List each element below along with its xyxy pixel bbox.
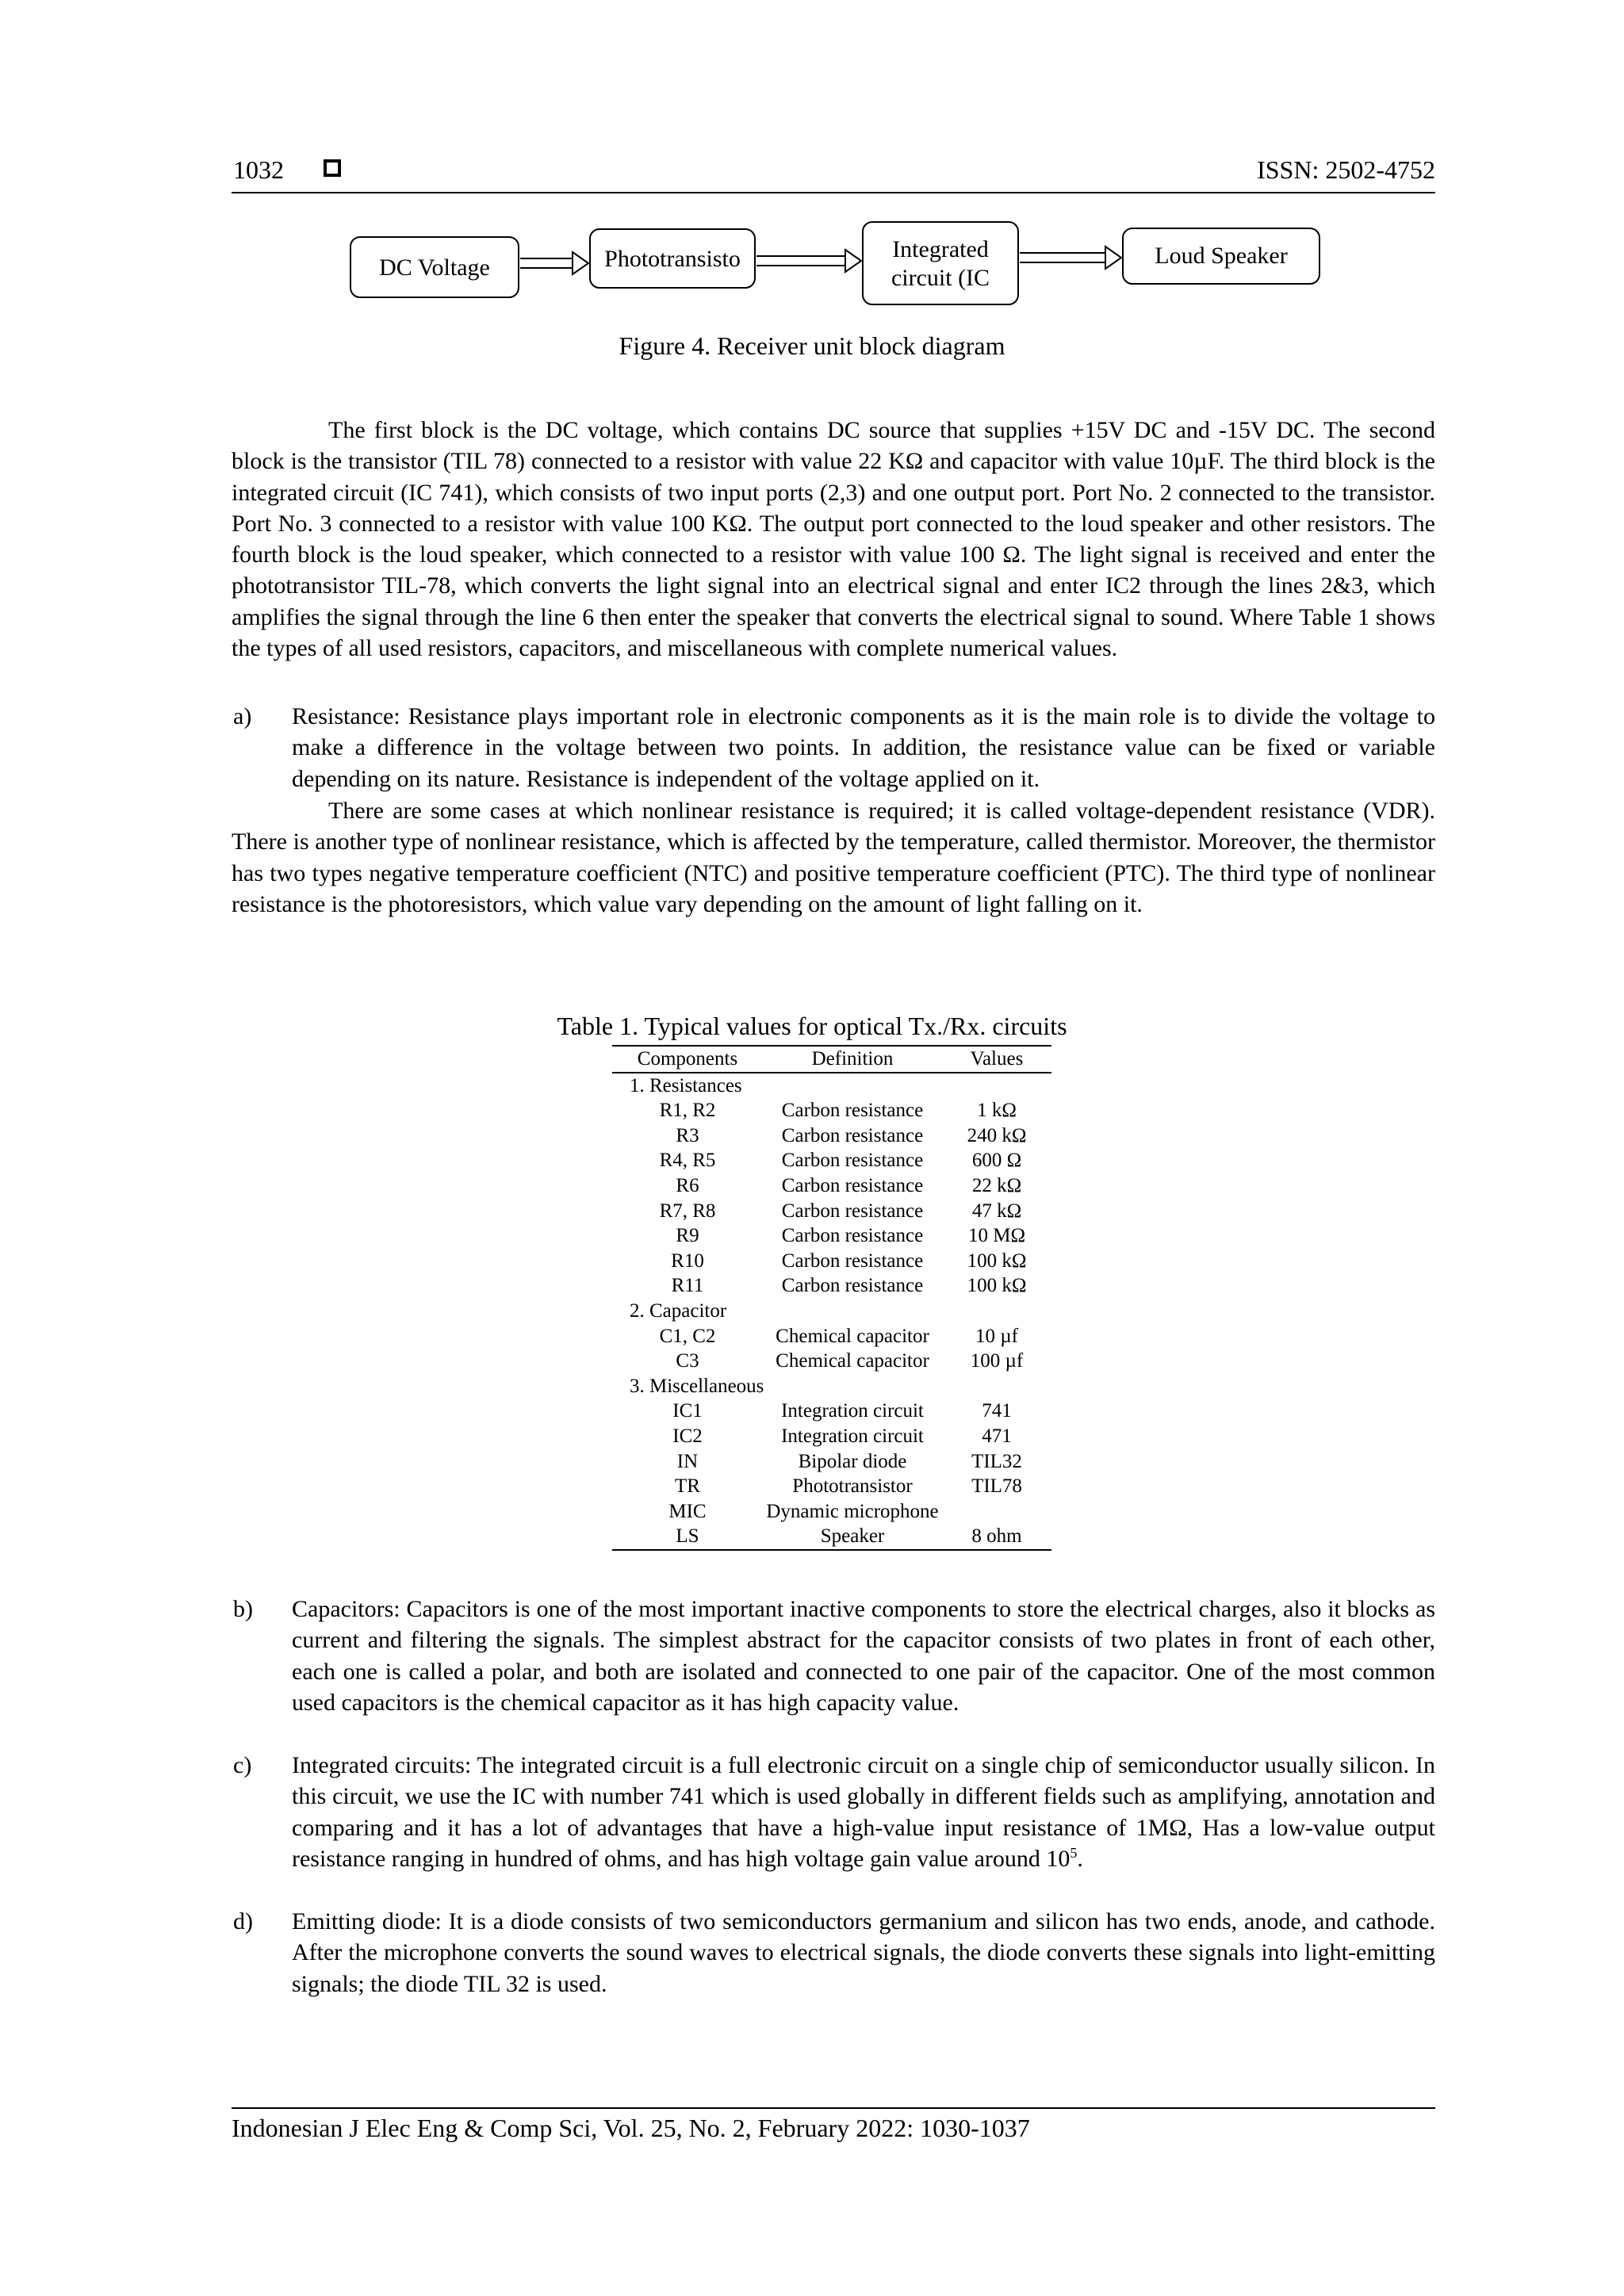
table-row — [612, 1173, 1051, 1199]
table-row — [612, 1148, 1051, 1173]
table-header-row — [612, 1046, 1051, 1073]
list-text-end: . — [1077, 1845, 1083, 1872]
cell: R4, R5 — [659, 1150, 716, 1172]
cell: Carbon resistance — [781, 1275, 924, 1297]
table-row — [612, 1249, 1051, 1274]
block-label-loud-speaker: Loud Speaker — [1155, 243, 1288, 269]
page-number: 1032 — [233, 155, 284, 184]
list-text: Capacitors: Capacitors is one of the most important inactive components to store the electrical charges, also it blocks as current and filtering the signals. The simplest abstract for the capacitor consists of two plates in front of each other, each one is called a polar, and both are isolated and connected to one pair of the capacitor. One of the most common used capacitors is the chemical capacitor as it has high capacity value. — [292, 1596, 1435, 1716]
cell: TIL32 — [971, 1450, 1022, 1472]
cell: Carbon resistance — [781, 1124, 924, 1146]
block-label-ic-line2: circuit (IC — [891, 265, 990, 291]
cell: Carbon resistance — [781, 1174, 924, 1196]
cell: Bipolar diode — [798, 1450, 907, 1472]
paragraph-nonlinear-resistance: There are some cases at which nonlinear resistance is required; it is called voltage-dependent resistance (VDR). There is another type of nonlinear resistance, which is affected by the temperature, called thermistor. Moreover, the thermistor has two types negative temperature coefficient (NTC) and positive temperature coefficient (PTC). The third type of nonlinear resistance is the photoresistors, which value vary depending on the amount of light falling on it. — [232, 798, 1435, 917]
table-row — [612, 1199, 1051, 1224]
cell: R1, R2 — [659, 1100, 716, 1122]
table-row — [612, 1449, 1051, 1475]
cell: Carbon resistance — [781, 1249, 924, 1272]
cell: 10 MΩ — [967, 1225, 1026, 1247]
cell: 600 Ω — [971, 1150, 1022, 1172]
cell: 8 ohm — [942, 1524, 1051, 1550]
cell: MIC — [668, 1500, 707, 1522]
cell: 100 kΩ — [967, 1249, 1027, 1272]
cell: 47 kΩ — [971, 1200, 1022, 1222]
arrow-2 — [756, 250, 861, 272]
paragraph-receiver-description: The first block is the DC voltage, which contains DC source that supplies +15V DC and -15V DC. The second block is the transistor (TIL 78) connected to a resistor with value 22 KΩ and capacitor with value 10µF. The third block is the integrated circuit (IC 741), which consists of two input ports (2,3) and one output port. Port No. 2 connected to the transistor. Port No. 3 connected to a resistor with value 100 KΩ. The output port connected to the loud speaker and other resistors. The fourth block is the loud speaker, which connected to a resistor with value 100 Ω. The light signal is received and enter the phototransistor TIL-78, which converts the light signal into an electrical signal and enter IC2 through the lines 2&3, which amplifies the signal through the line 6 then enter the speaker that converts the electrical signal to sound. Where Table 1 shows the types of all used resistors, capacitors, and miscellaneous with complete numerical values. — [232, 417, 1435, 662]
table-title: Table 1. Typical values for optical Tx./Rx. circuits — [557, 1012, 1067, 1040]
cell: 240 kΩ — [967, 1124, 1027, 1146]
table-row — [612, 1123, 1051, 1149]
table-row — [612, 1273, 1051, 1299]
table-row — [612, 1098, 1051, 1123]
cell: 471 — [982, 1425, 1012, 1447]
cell: R3 — [676, 1124, 699, 1146]
cell: Integration circuit — [781, 1425, 924, 1447]
cell — [942, 1499, 1051, 1525]
header-rule — [232, 192, 1435, 193]
cell: Phototransistor — [792, 1475, 913, 1498]
arrow-3 — [1020, 247, 1121, 269]
cell: Integration circuit — [781, 1400, 924, 1422]
exponent: 5 — [1070, 1844, 1078, 1861]
table-group-row — [612, 1374, 1051, 1399]
table-group-row — [612, 1299, 1051, 1324]
block-label-ic-line1: Integrated — [892, 236, 989, 262]
table-row — [612, 1474, 1051, 1499]
col-header: Components — [612, 1046, 763, 1073]
cell: Chemical capacitor — [776, 1325, 929, 1347]
cell: 22 kΩ — [971, 1174, 1022, 1196]
receiver-block-diagram — [317, 206, 1348, 309]
cell: 741 — [982, 1400, 1012, 1422]
group-label: 2. Capacitor — [630, 1299, 727, 1322]
cell: C3 — [676, 1350, 699, 1372]
cell: 100 kΩ — [967, 1275, 1027, 1297]
list-label: b) — [233, 1596, 253, 1622]
table-group-row — [612, 1073, 1051, 1099]
group-label: 3. Miscellaneous — [630, 1375, 764, 1397]
cell: Carbon resistance — [781, 1200, 924, 1222]
table-row — [612, 1223, 1051, 1249]
footer-rule — [232, 2107, 1435, 2109]
cell: IC1 — [672, 1400, 703, 1422]
cell: Chemical capacitor — [776, 1350, 929, 1372]
list-text — [292, 1750, 1435, 1874]
arrow-1 — [520, 252, 588, 274]
cell: IN — [676, 1450, 699, 1472]
footer-citation: Indonesian J Elec Eng & Comp Sci, Vol. 25, No. 2, February 2022: 1030-1037 — [232, 2114, 1030, 2142]
col-header: Values — [942, 1046, 1051, 1073]
cell: TIL78 — [971, 1475, 1022, 1498]
issn: ISSN: 2502-4752 — [1257, 155, 1435, 184]
block-integrated-circuit — [863, 222, 1018, 304]
cell: C1, C2 — [659, 1325, 716, 1347]
table-row — [612, 1324, 1051, 1349]
cell: IC2 — [672, 1425, 703, 1447]
cell: LS — [612, 1524, 763, 1550]
cell: R9 — [676, 1225, 699, 1247]
list-label: c) — [233, 1752, 252, 1778]
cell: Dynamic microphone — [766, 1500, 939, 1522]
table-row — [612, 1399, 1051, 1424]
cell: R10 — [671, 1249, 704, 1272]
table-row — [612, 1524, 1051, 1550]
cell: Carbon resistance — [781, 1150, 924, 1172]
cell: R11 — [671, 1275, 704, 1297]
block-label-phototransistor: Phototransisto — [604, 246, 741, 272]
cell: 100 µf — [970, 1350, 1024, 1372]
cell: 1 kΩ — [977, 1100, 1017, 1122]
square-bullet-icon — [324, 159, 341, 177]
group-label: 1. Resistances — [630, 1074, 742, 1096]
list-text: Resistance: Resistance plays important role in electronic components as it is the main role is to divide the voltage to make a difference in the voltage between two points. In addition, the resistance value can be fixed or variable depending on its nature. Resistance is independent of the voltage applied on it. — [292, 703, 1435, 792]
cell: R7, R8 — [659, 1200, 716, 1222]
cell: Carbon resistance — [781, 1100, 924, 1122]
table-row — [612, 1424, 1051, 1449]
figure-caption: Figure 4. Receiver unit block diagram — [619, 331, 1005, 360]
list-label: d) — [233, 1908, 253, 1934]
cell: R6 — [676, 1174, 699, 1196]
list-text-main: Integrated circuits: The integrated circuit is a full electronic circuit on a single chip of semiconductor usually silicon. In this circuit, we use the IC with number 741 which is used globally in different fields such as amplifying, annotation and comparing and it has a lot of advantages that have a high-value input resistance of 1MΩ, Has a low-value output resistance ranging in hundred of ohms, and has high voltage gain value around 10 — [292, 1752, 1435, 1872]
cell: Carbon resistance — [781, 1225, 924, 1247]
col-header: Definition — [763, 1046, 942, 1073]
component-values-table — [612, 1045, 1051, 1551]
table-row — [612, 1499, 1051, 1525]
cell: TR — [675, 1475, 700, 1498]
list-text: Emitting diode: It is a diode consists of two semiconductors germanium and silicon has two ends, anode, and cathode. After the microphone converts the sound waves to electrical signals, the diode converts these signals into light-emitting signals; the diode TIL 32 is used. — [292, 1908, 1435, 1997]
cell: 10 µf — [975, 1325, 1018, 1347]
block-label-dc-voltage: DC Voltage — [379, 254, 490, 281]
list-label: a) — [233, 703, 252, 729]
cell: Speaker — [763, 1524, 942, 1550]
table-row — [612, 1349, 1051, 1374]
